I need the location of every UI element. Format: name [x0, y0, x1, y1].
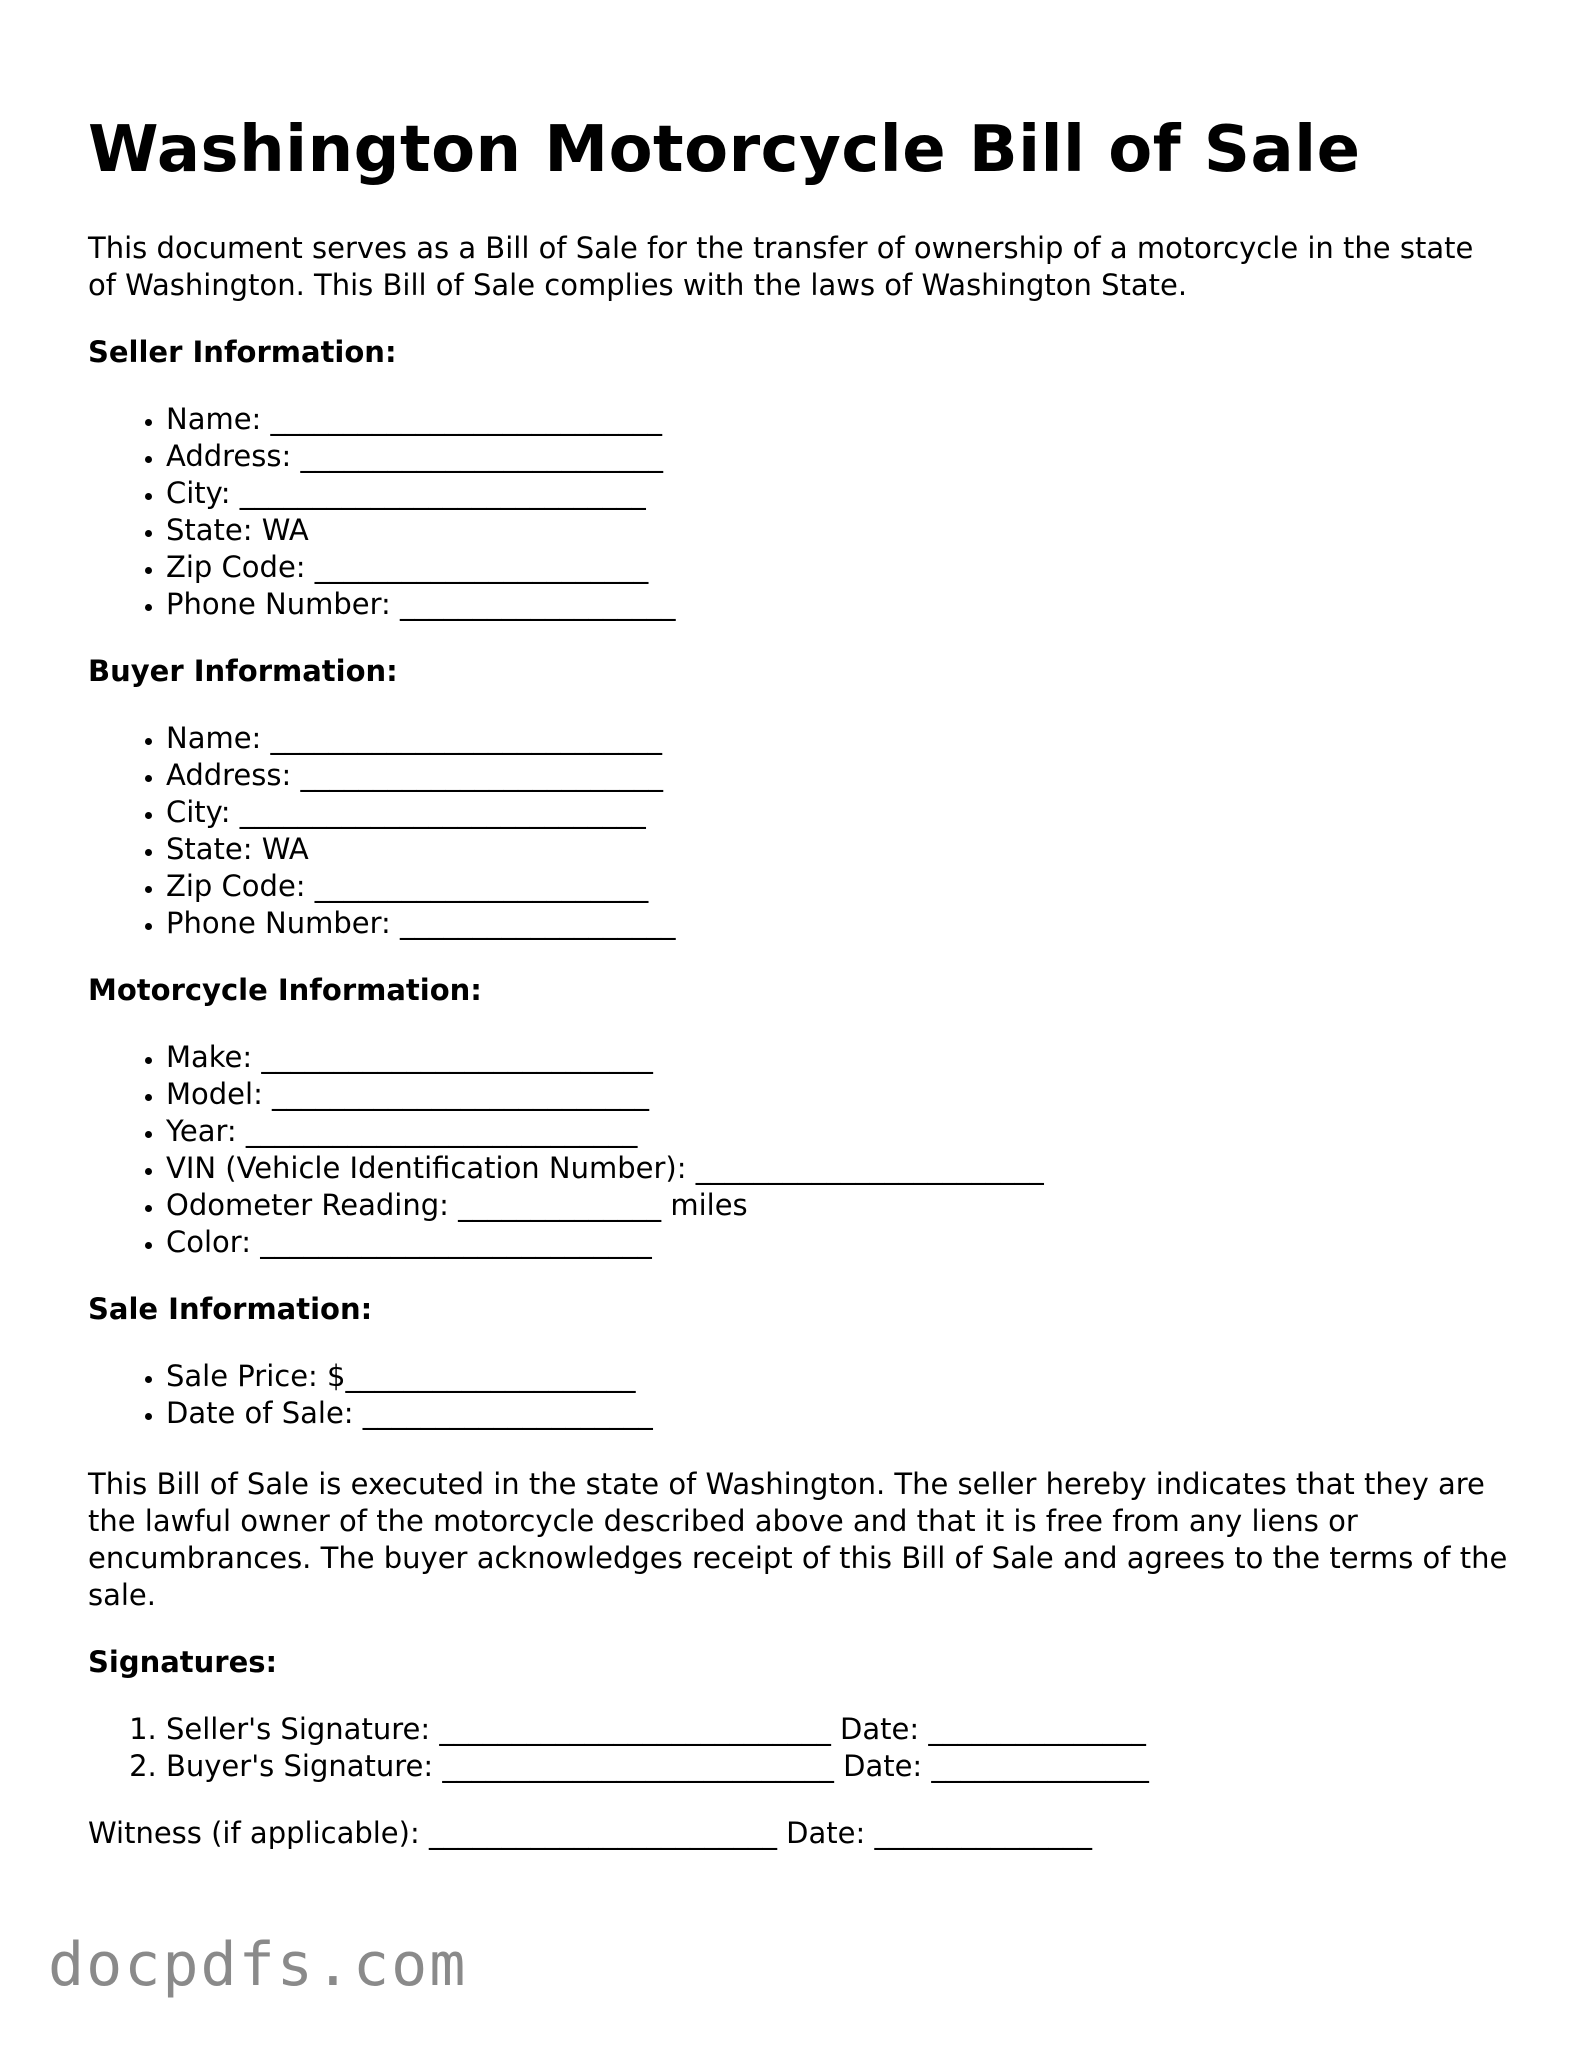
document-page: [88, 108, 1508, 1852]
seller-phone-field[interactable]: • Phone Number: ___________________: [166, 586, 1508, 623]
seller-address-field[interactable]: • Address: _________________________: [166, 438, 1508, 475]
motorcycle-model-field[interactable]: • Model: __________________________: [166, 1076, 1508, 1113]
seller-city-field[interactable]: • City: ____________________________: [166, 475, 1508, 512]
buyer-address-field[interactable]: • Address: _________________________: [166, 757, 1508, 794]
seller-zip-field[interactable]: • Zip Code: _______________________: [166, 549, 1508, 586]
buyer-phone-field[interactable]: • Phone Number: ___________________: [166, 905, 1508, 942]
watermark-logo: docpdfs.com: [48, 1930, 468, 2000]
motorcycle-color-field[interactable]: • Color: ___________________________: [166, 1224, 1508, 1261]
motorcycle-year-field[interactable]: • Year: ___________________________: [166, 1113, 1508, 1150]
sale-price-field[interactable]: • Sale Price: $____________________: [166, 1358, 1508, 1395]
seller-signature-field[interactable]: 1. Seller's Signature: ___________________________ Date: _______________: [166, 1711, 1508, 1748]
buyer-list: [88, 720, 1508, 942]
statement-paragraph: This Bill of Sale is executed in the state of Washington. The seller hereby indicates that they are the lawful owner of the motorcycle described above and that it is free from any liens or encumbrances. The buyer acknowledges receipt of this Bill of Sale and agrees to the terms of the sale.: [88, 1467, 1508, 1612]
seller-heading: Seller Information:: [88, 335, 397, 369]
seller-state-field: • State: WA: [166, 512, 1508, 549]
buyer-name-field[interactable]: • Name: ___________________________: [166, 720, 1508, 757]
motorcycle-list: [88, 1039, 1508, 1261]
motorcycle-vin-field[interactable]: • VIN (Vehicle Identification Number): ________________________: [166, 1150, 1508, 1187]
buyer-zip-field[interactable]: • Zip Code: _______________________: [166, 868, 1508, 905]
sale-date-field[interactable]: • Date of Sale: ____________________: [166, 1395, 1508, 1432]
buyer-signature-field[interactable]: 2. Buyer's Signature: ___________________________ Date: _______________: [166, 1748, 1508, 1785]
buyer-state-field: • State: WA: [166, 831, 1508, 868]
witness-signature-field[interactable]: Witness (if applicable): ________________________ Date: _______________: [88, 1816, 1092, 1850]
motorcycle-make-field[interactable]: • Make: ___________________________: [166, 1039, 1508, 1076]
intro-paragraph: This document serves as a Bill of Sale for the transfer of ownership of a motorcycle in the state of Washington. This Bill of Sale complies with the laws of Washington State.: [88, 231, 1474, 302]
document-title: Washington Motorcycle Bill of Sale: [88, 113, 1361, 187]
sale-heading: Sale Information:: [88, 1292, 373, 1326]
seller-list: [88, 401, 1508, 623]
signatures-list: [88, 1711, 1508, 1785]
signatures-heading: Signatures:: [88, 1645, 278, 1679]
motorcycle-heading: Motorcycle Information:: [88, 973, 482, 1007]
buyer-city-field[interactable]: • City: ____________________________: [166, 794, 1508, 831]
motorcycle-odometer-field[interactable]: • Odometer Reading: ______________ miles: [166, 1187, 1508, 1224]
buyer-heading: Buyer Information:: [88, 654, 398, 688]
sale-list: [88, 1358, 1508, 1432]
seller-name-field[interactable]: • Name: ___________________________: [166, 401, 1508, 438]
